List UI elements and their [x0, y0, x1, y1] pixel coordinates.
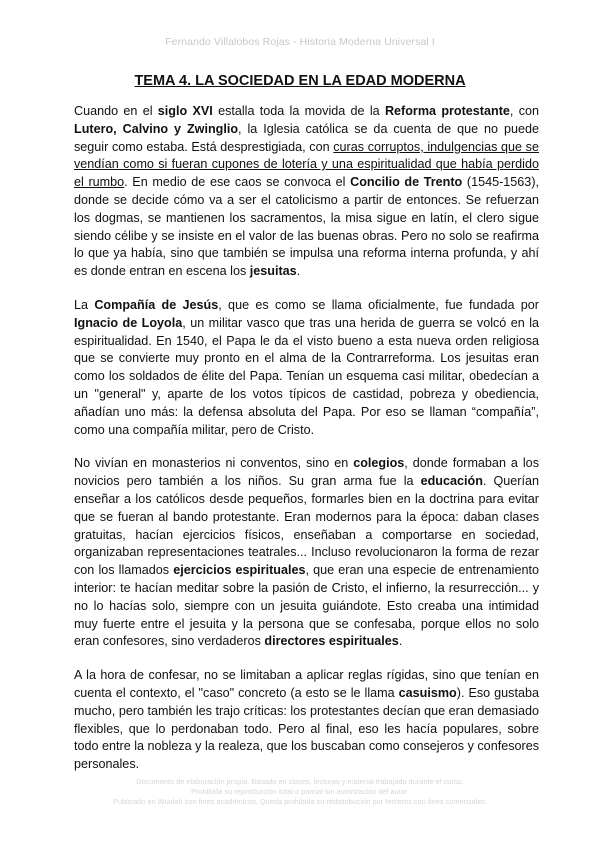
bold-term: directores espirituales: [264, 634, 399, 649]
paragraph: [74, 297, 539, 439]
text-run: .: [296, 264, 301, 279]
text-run: . En medio de ese caos se convoca el: [124, 175, 351, 190]
bold-term: siglo XVI: [157, 104, 213, 118]
bold-term: ejercicios espirituales: [173, 563, 306, 578]
text-run: Cuando en el: [74, 104, 158, 118]
footer-line: Prohibida su reproducción total o parcial sin autorización del autor.: [191, 787, 409, 796]
footer-watermark: [60, 777, 540, 807]
bold-term: Concilio de Trento: [350, 175, 463, 190]
text-run: ). Eso gustaba mucho, pero también les trajo críticas: los protestantes decían que eran demasiado flexibles, que lo perdonaban todo. Pero al final, eso les hacía populares, sobre todo entre la nobleza y la realeza, que los buscaban como consejeros y confesores personales.: [74, 685, 539, 772]
text-run: . Querían enseñar a los católicos desde pequeños, formarles bien en la doctrina para evitar que se fueran al bando protestante. Eran modernos para la época: daban clases gratuitas, hacían ejercicios físicos, enseñaban a comportarse en sociedad, organizaban representaciones teatrales... Incluso revolucionaron la forma de rezar con los llamados: [74, 474, 539, 578]
text-run: estalla toda la movida de la: [212, 104, 385, 118]
footer-line: Documento de elaboración propia. Basado en clases, lecturas y material trabajado durante el curso.: [136, 777, 464, 786]
footer-line: Publicado en Wuolah con fines académicos. Queda prohibida su redistribución por terceros con fines comerciales.: [112, 797, 488, 806]
document-title: TEMA 4. LA SOCIEDAD EN LA EDAD MODERNA: [134, 73, 466, 89]
paragraph: [74, 455, 539, 651]
running-header: Fernando Villalobos Rojas - Historia Moderna Universal I: [165, 36, 435, 48]
underlined-phrase: curas corruptos, indulgencias que se vendían como si fueran cupones de lotería y una espiritualidad que había perdido el rumbo: [74, 139, 539, 190]
text-run: , con: [509, 104, 539, 118]
text-run: La: [74, 297, 95, 312]
paragraph: [74, 667, 539, 774]
text-run: No vivían en monasterios ni conventos, sino en: [74, 456, 354, 471]
paragraph: [74, 103, 539, 281]
bold-term: educación: [420, 474, 483, 489]
bold-term: Ignacio de Loyola: [74, 315, 183, 330]
bold-term: jesuitas: [249, 264, 297, 279]
text-run: A la hora de confesar, no se limitaban a aplicar reglas rígidas, sino que tenían en cuenta el contexto, el "caso" concreto (a esto se le llama: [74, 668, 539, 700]
text-run: , que eran una especie de entrenamiento interior: te hacían meditar sobre la pasión de Cristo, el infierno, la resurrección... y no lo hacías solo, siempre con un jesuita guiándote. Esto creaba una intimidad muy fuerte entre el jesuita y la persona que se confesaba, porque ellos no solo eran confesores, sino verdaderos: [74, 563, 539, 649]
bold-term: casuismo: [398, 685, 457, 700]
text-run: .: [398, 634, 403, 649]
bold-term: Reforma protestante: [384, 104, 510, 118]
bold-term: Lutero, Calvino y Zwinglio: [74, 121, 239, 136]
text-run: (1545-1563), donde se decide cómo va a ser el catolicismo a partir de entonces. Se refuerzan los dogmas, se mantienen los sacramentos, la misa sigue en latín, el clero sigue siendo célibe y se insiste en el valor de las buenas obras. Pero no solo se reafirma lo que ya había, sino que también se impulsa una reforma interna profunda, y ahí es donde entran en escena los: [74, 175, 540, 279]
text-run: , un militar vasco que tras una herida de guerra se volcó en la espiritualidad. En 1540, el Papa le da el visto bueno a esta nueva orden religiosa que se convierte muy pronto en el alma de la Contrarreforma. Los jesuitas eran como los soldados de élite del Papa. Tenían un esquema casi militar, obedecían a un "general" y, aparte de los votos típicos de castidad, pobreza y obediencia, añadían uno más: la defensa absoluta del Papa. Por eso se llaman “compañía”, como una compañía militar, pero de Cristo.: [74, 315, 539, 437]
body-text: [74, 103, 539, 790]
text-run: , la Iglesia católica se da cuenta de que no puede seguir como estaba. Está desprestigiada, con: [74, 121, 539, 154]
text-run: , que es como se llama oficialmente, fue fundada por: [218, 297, 539, 312]
text-run: , donde formaban a los novicios pero también a los niños. Su gran arma fue la: [74, 456, 539, 489]
bold-term: colegios: [353, 456, 405, 471]
bold-term: Compañía de Jesús: [94, 297, 219, 312]
